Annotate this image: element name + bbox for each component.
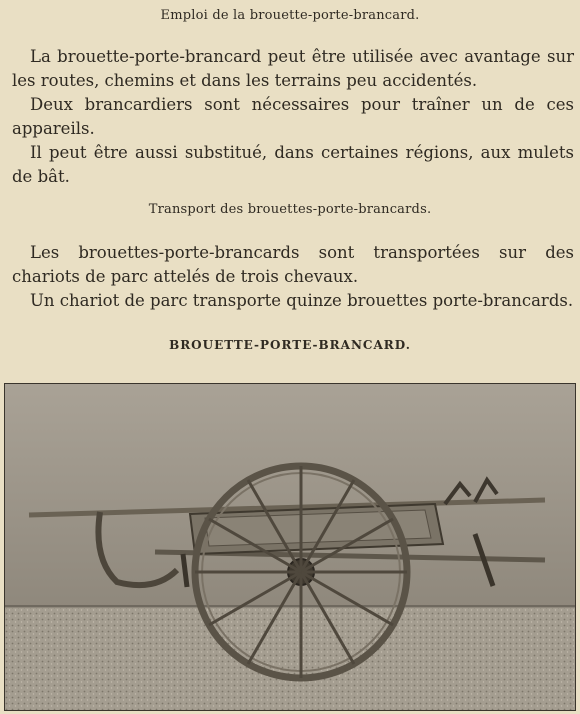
figure-caption: BROUETTE-PORTE-BRANCARD.: [169, 338, 411, 352]
cart-photograph: [4, 383, 576, 711]
paragraph: Les brouettes-porte-brancards sont transportées sur des chariots de parc attelés de trois chevaux.: [12, 243, 574, 286]
cart-illustration: [5, 384, 575, 710]
section-title-emploi: Emploi de la brouette-porte-brancard.: [160, 8, 420, 23]
gravel-ground: [5, 608, 575, 710]
section-body-emploi: [12, 45, 574, 189]
section-body-transport: [12, 241, 574, 313]
paragraph: Un chariot de parc transporte quinze brouettes porte-brancards.: [30, 291, 574, 310]
paragraph: Il peut être aussi substitué, dans certaines régions, aux mulets de bât.: [12, 143, 574, 186]
paragraph: La brouette-porte-brancard peut être utilisée avec avantage sur les routes, chemins et dans les terrains peu accidentés.: [12, 47, 574, 90]
section-title-transport: Transport des brouettes-porte-brancards.: [148, 202, 432, 217]
paragraph: Deux brancardiers sont nécessaires pour traîner un de ces appareils.: [12, 95, 574, 138]
